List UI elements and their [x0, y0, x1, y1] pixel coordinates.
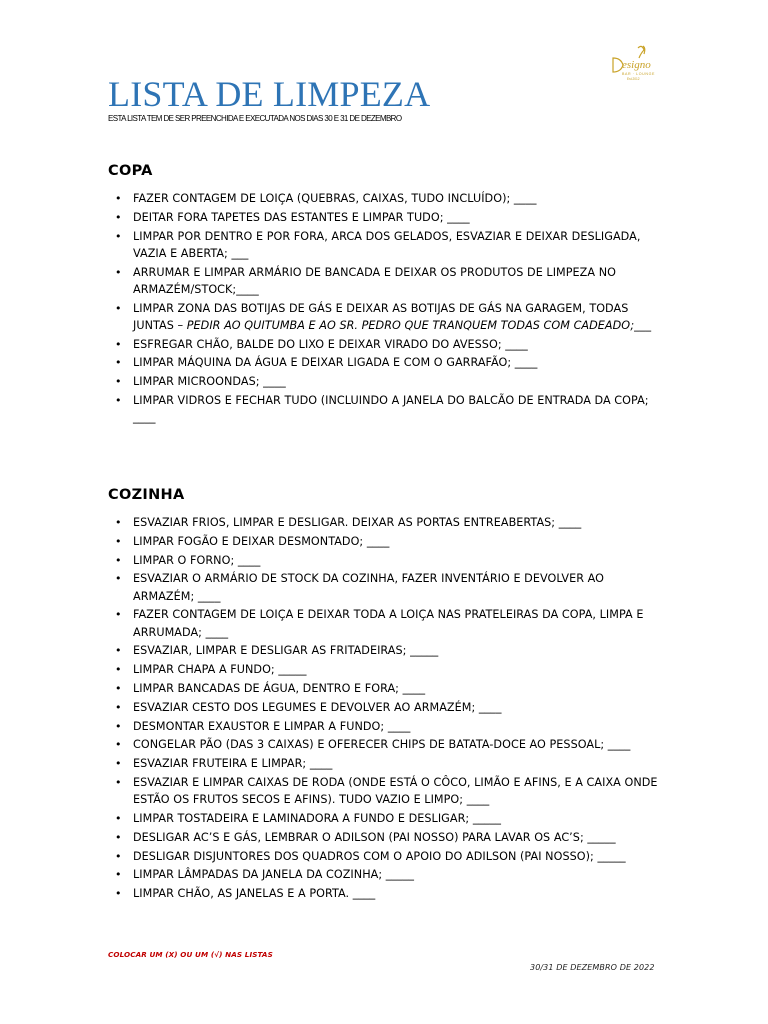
checklist-item: [0, 774, 768, 808]
checklist-item: [0, 736, 768, 753]
checklist-item-text: LIMPAR BANCADAS DE ÁGUA, DENTRO E FORA; ____: [133, 681, 426, 695]
checklist-item: [0, 552, 768, 569]
checklist-item-note: PEDIR AO QUITUMBA E AO SR. PEDRO QUE TRANQUEM TODAS COM CADEADO;___: [186, 318, 652, 332]
checklist-item-text: LIMPAR LÂMPADAS DA JANELA DA COZINHA; _____: [133, 868, 415, 882]
svg-text:BAR · LOUNGE: BAR · LOUNGE: [622, 72, 655, 76]
bullet-icon: •: [115, 375, 122, 389]
bullet-icon: •: [115, 887, 122, 901]
bullet-icon: •: [115, 229, 122, 243]
bullet-icon: •: [115, 393, 122, 407]
copa-checklist: [0, 190, 768, 428]
checklist-item-text: LIMPAR VIDROS E FECHAR TUDO (INCLUINDO A JANELA DO BALCÃO DE ENTRADA DA COPA; ____: [133, 393, 649, 425]
bullet-icon: •: [115, 849, 122, 863]
cozinha-checklist: [0, 514, 768, 904]
bullet-icon: •: [115, 830, 122, 844]
bullet-icon: •: [115, 356, 122, 370]
bullet-icon: •: [115, 572, 122, 586]
section-title-cozinha: COZINHA: [108, 487, 185, 503]
footer-date: 30/31 DE DEZEMBRO DE 2022: [530, 963, 655, 972]
bullet-icon: •: [115, 719, 122, 733]
bullet-icon: •: [115, 337, 122, 351]
checklist-item: [0, 570, 768, 604]
checklist-item: [0, 661, 768, 678]
footer-instruction: COLOCAR UM (X) OU UM (√) NAS LISTAS: [108, 950, 273, 959]
checklist-item: [0, 680, 768, 697]
bullet-icon: •: [115, 663, 122, 677]
checklist-item: [0, 514, 768, 531]
checklist-item: [0, 373, 768, 390]
checklist-item: [0, 755, 768, 772]
checklist-item-text: LIMPAR CHAPA A FUNDO; _____: [133, 663, 307, 677]
checklist-item: [0, 885, 768, 902]
checklist-item-text: LIMPAR FOGÃO E DEIXAR DESMONTADO; ____: [133, 534, 390, 548]
checklist-item: [0, 866, 768, 883]
checklist-item-text: LIMPAR CHÃO, AS JANELAS E A PORTA. ____: [133, 887, 376, 901]
checklist-item-text: FAZER CONTAGEM DE LOIÇA E DEIXAR TODA A LOIÇA NAS PRATELEIRAS DA COPA, LIMPA E ARRUMADA; ____: [133, 608, 644, 639]
checklist-item-text: ESVAZIAR FRIOS, LIMPAR E DESLIGAR. DEIXAR AS PORTAS ENTREABERTAS; ____: [133, 516, 582, 529]
checklist-item-text: ESVAZIAR, LIMPAR E DESLIGAR AS FRITADEIRAS; _____: [133, 644, 439, 658]
bullet-icon: •: [115, 700, 122, 714]
checklist-item-text: ESVAZIAR O ARMÁRIO DE STOCK DA COZINHA, FAZER INVENTÁRIO E DEVOLVER AO ARMAZÉM; ____: [133, 572, 604, 603]
checklist-item-text: LIMPAR MICROONDAS; ____: [133, 375, 286, 389]
bullet-icon: •: [115, 265, 122, 279]
page-subtitle: ESTA LISTA TEM DE SER PREENCHIDA E EXECUTADA NOS DIAS 30 E 31 DE DEZEMBRO: [108, 114, 402, 123]
bullet-icon: •: [115, 775, 122, 789]
checklist-item-text: LIMPAR O FORNO; ____: [133, 553, 261, 567]
checklist-item: [0, 606, 768, 640]
bullet-icon: •: [115, 210, 122, 224]
checklist-item: [0, 190, 768, 207]
checklist-item: [0, 264, 768, 298]
svg-text:Est.2012: Est.2012: [627, 77, 640, 81]
checklist-item: [0, 336, 768, 353]
checklist-item: [0, 718, 768, 735]
checklist-item: [0, 848, 768, 865]
bullet-icon: •: [115, 534, 122, 548]
checklist-item-text: DESLIGAR AC’S E GÁS, LEMBRAR O ADILSON (PAI NOSSO) PARA LAVAR OS AC’S; _____: [133, 830, 616, 844]
bullet-icon: •: [115, 301, 122, 315]
page-title: LISTA DE LIMPEZA: [108, 74, 431, 114]
bullet-icon: •: [115, 681, 122, 695]
section-title-copa: COPA: [108, 163, 153, 179]
bullet-icon: •: [115, 608, 122, 622]
checklist-item: [0, 392, 768, 426]
checklist-item-text: FAZER CONTAGEM DE LOIÇA (QUEBRAS, CAIXAS, TUDO INCLUÍDO); ____: [133, 192, 537, 205]
checklist-item-text: ARRUMAR E LIMPAR ARMÁRIO DE BANCADA E DEIXAR OS PRODUTOS DE LIMPEZA NO ARMAZÉM/STOCK;____: [133, 265, 616, 296]
checklist-item-text: ESVAZIAR CESTO DOS LEGUMES E DEVOLVER AO ARMAZÉM; ____: [133, 700, 502, 714]
brand-logo: [608, 42, 658, 88]
checklist-item: [0, 699, 768, 716]
checklist-item-text: LIMPAR POR DENTRO E POR FORA, ARCA DOS GELADOS, ESVAZIAR E DEIXAR DESLIGADA, VAZIA E ABERTA; ___: [133, 229, 641, 260]
checklist-item-text: DESMONTAR EXAUSTOR E LIMPAR A FUNDO; ____: [133, 719, 411, 733]
bullet-icon: •: [115, 516, 122, 529]
checklist-item: [0, 228, 768, 262]
checklist-item: [0, 354, 768, 371]
checklist-item: [0, 642, 768, 659]
checklist-item-text: DESLIGAR DISJUNTORES DOS QUADROS COM O APOIO DO ADILSON (PAI NOSSO); _____: [133, 849, 626, 863]
checklist-item-text: ESVAZIAR E LIMPAR CAIXAS DE RODA (ONDE ESTÁ O CÔCO, LIMÃO E AFINS, E A CAIXA ONDE ESTÃO OS FRUTOS SECOS E AFINS). TUDO VAZIO E LIMPO; ____: [133, 775, 658, 807]
checklist-item: [0, 810, 768, 827]
checklist-item: [0, 829, 768, 846]
bullet-icon: •: [115, 868, 122, 882]
bullet-icon: •: [115, 553, 122, 567]
checklist-item-text: CONGELAR PÃO (DAS 3 CAIXAS) E OFERECER CHIPS DE BATATA-DOCE AO PESSOAL; ____: [133, 738, 631, 752]
bullet-icon: •: [115, 811, 122, 825]
bullet-icon: •: [115, 644, 122, 658]
bullet-icon: •: [115, 192, 122, 205]
checklist-item-text: ESFREGAR CHÃO, BALDE DO LIXO E DEIXAR VIRADO DO AVESSO; ____: [133, 337, 528, 351]
checklist-item-text: LIMPAR ZONA DAS BOTIJAS DE GÁS E DEIXAR AS BOTIJAS DE GÁS NA GARAGEM, TODAS JUNTAS –: [133, 301, 629, 332]
checklist-item-text: DEITAR FORA TAPETES DAS ESTANTES E LIMPAR TUDO; ____: [133, 210, 470, 224]
bullet-icon: •: [115, 738, 122, 752]
bullet-icon: •: [115, 757, 122, 771]
checklist-item-text: ESVAZIAR FRUTEIRA E LIMPAR; ____: [133, 757, 333, 771]
checklist-item-text: LIMPAR TOSTADEIRA E LAMINADORA A FUNDO E DESLIGAR; _____: [133, 811, 502, 825]
checklist-item-text: LIMPAR MÁQUINA DA ÁGUA E DEIXAR LIGADA E COM O GARRAFÃO; ____: [133, 356, 538, 370]
svg-text:esigno: esigno: [622, 59, 651, 71]
checklist-item: [0, 209, 768, 226]
checklist-item: [0, 533, 768, 550]
checklist-item: [0, 300, 768, 334]
